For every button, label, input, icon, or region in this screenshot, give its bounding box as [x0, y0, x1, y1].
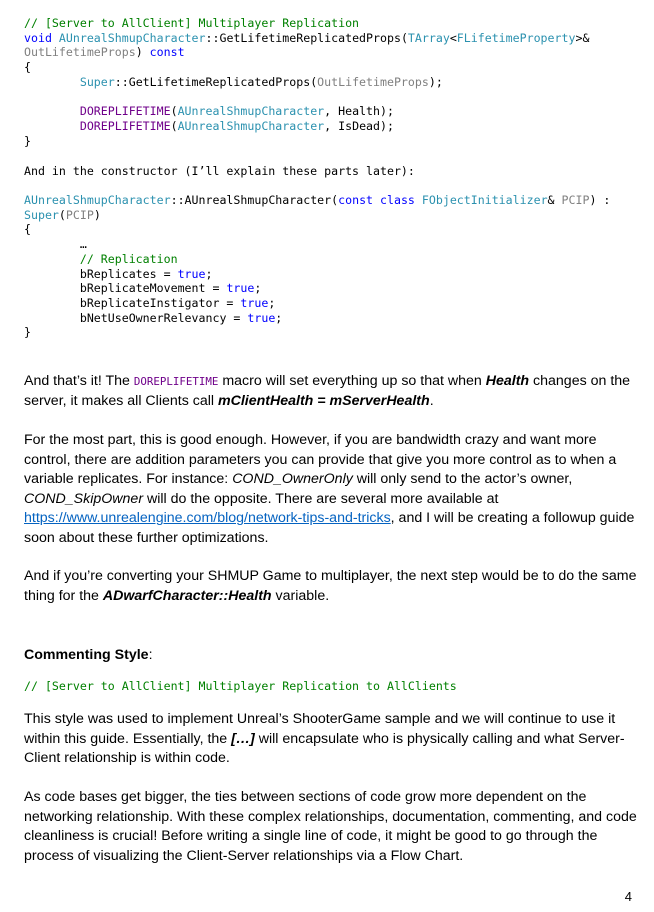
paragraph-conditions: For the most part, this is good enough. However, if you are bandwidth crazy and want more control, there are addition parameters you can provide that give you more control as to when a variable replicates. For instance: COND_OwnerOnly will only send to the actor’s owner, COND_SkipOwner will do the opposite. There are several more available at https://www.unrealengine.com/blog/network-tips-and-tricks, and I will be creating a followup guide soon about these further optimizations.	[24, 432, 635, 546]
page-number: 4	[624, 889, 632, 904]
constructor-intro: And in the constructor (I’ll explain these parts later):	[24, 164, 415, 178]
network-tips-link[interactable]: https://www.unrealengine.com/blog/network-tips-and-tricks	[24, 510, 391, 526]
code-block-comment-style: // [Server to AllClient] Multiplayer Replication to AllClients	[24, 679, 457, 693]
paragraph-doreplifetime: And that’s it! The DOREPLIFETIME macro will set everything up so that when Health changes on the server, it makes all Clients call mClientHealth = mServerHealth.	[24, 373, 631, 409]
paragraph-flow-chart: As code bases get bigger, the ties between sections of code grow more dependent on the networking relationship. With these complex relationships, documentation, commenting, and code cleanliness is crucial! Before writing a single line of code, it might be good to go through the process of visualizing the Client-Server relationships via a Flow Chart.	[24, 789, 637, 864]
section-heading-commenting-style: Commenting Style:	[24, 647, 153, 663]
code-block-replicated-props: // [Server to AllClient] Multiplayer Replication void AUnrealShmupCharacter::GetLifetimeReplicatedProps(TArray<FLifetimeProperty>& OutLifetimeProps) const { Super::GetLifetimeReplicatedProps(OutLifetimeProps); DOREPLIFETIME(AUnrealShmupCharacter, Health); DOREPLIFETIME(AUnrealShmupCharacter, IsDead); }	[24, 16, 590, 148]
paragraph-shmup: And if you’re converting your SHMUP Game to multiplayer, the next step would be to do the same thing for the ADwarfCharacter::Health variable.	[24, 568, 637, 604]
code-comment: // [Server to AllClient] Multiplayer Replication	[24, 16, 360, 30]
paragraph-shootergame: This style was used to implement Unreal’s ShooterGame sample and we will continue to use it within this guide. Essentially, the […] will encapsulate who is physically calling and what Server-Client relationship is within code.	[24, 711, 625, 766]
code-block-constructor: AUnrealShmupCharacter::AUnrealShmupCharacter(const class FObjectInitializer& PCIP) : Super(PCIP) { … // Replication bReplicates = true; bReplicateMovement = true; bReplicateInstigator = true; bNetUseOwnerRelevancy = true; }	[24, 193, 611, 340]
